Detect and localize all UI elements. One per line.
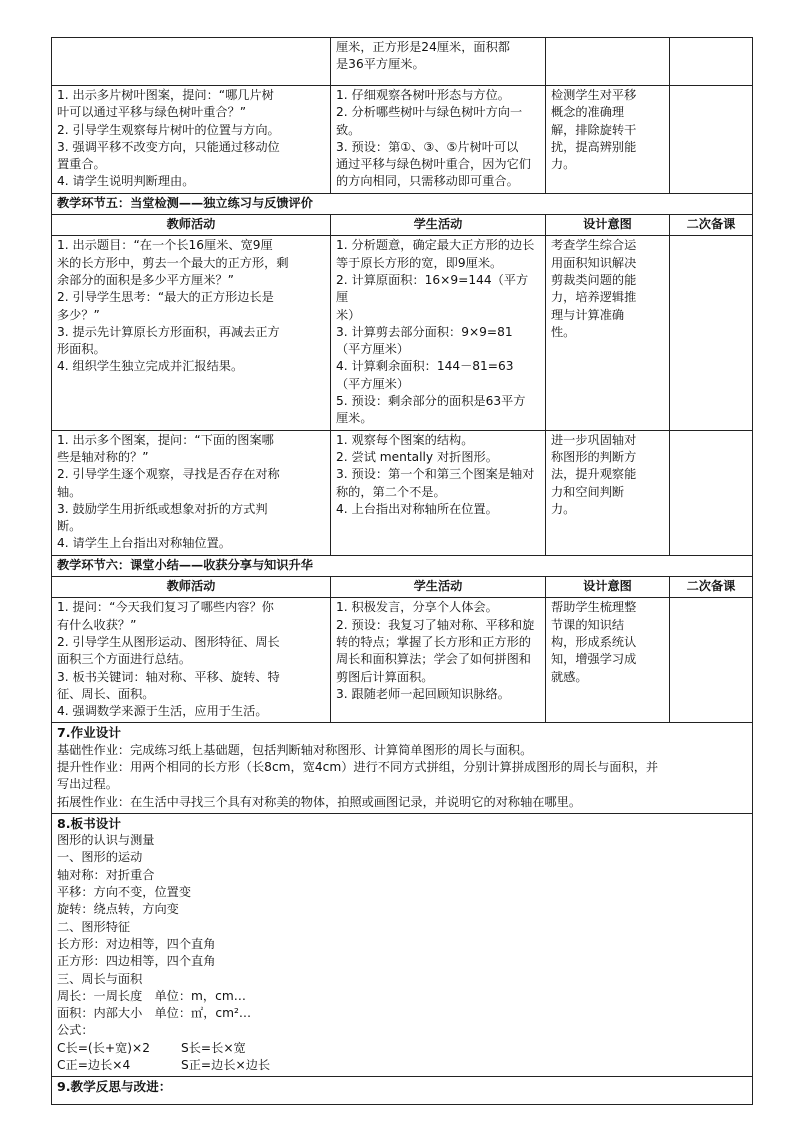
board-design-title: 8.板书设计 [57,815,121,831]
text-line: 2. 尝试 mentally 对折图形。 [336,449,498,464]
text-line: 3. 预设：第一个和第三个图案是轴对 [336,467,535,482]
text-line: 旋转：绕点转，方向变 [57,902,179,917]
text-line: 节课的知识结 [551,617,625,632]
text-line: 进一步巩固轴对 [551,432,637,447]
text-line: 写出过程。 [57,777,118,792]
homework-row [52,723,753,813]
text-line: 5. 预设：剩余部分的面积是63平方 [336,394,526,409]
text-line: 4. 组织学生独立完成并汇报结果。 [57,359,244,374]
text-line: 就感。 [551,669,588,684]
text-line: 3. 鼓励学生用折纸或想象对折的方式判 [57,501,268,516]
text-line: 叶可以通过平移与绿色树叶重合？” [57,105,247,120]
text-line: 剪裁类问题的能 [551,272,637,287]
header-row [52,577,753,598]
text-line: 4. 上台指出对称轴所在位置。 [336,501,498,516]
second-preparation-cell [670,598,753,723]
text-line: 2. 引导学生观察每片树叶的位置与方向。 [57,122,280,137]
text-line: 多少？” [57,307,100,322]
lesson-plan-table [51,37,753,1105]
header-second-preparation: 二次备课 [670,215,753,236]
section-row [52,555,753,576]
second-preparation-cell [670,86,753,194]
square-area-formula: S正=边长×边长 [181,1058,271,1073]
header-second-preparation: 二次备课 [670,577,753,598]
teacher-activity-cell [52,430,331,555]
text-line: 厘米，正方形是24厘米，面积都 [336,40,510,54]
text-line: 提升性作业：用两个相同的长方形（长8cm，宽4cm）进行不同方式拼组，分别计算拼成图形的周长与面积，并 [57,759,659,774]
text-line: 概念的准确理 [551,105,625,120]
text-line: 2. 引导学生从图形运动、图形特征、周长 [57,634,280,649]
text-line: 的方向相同，只需移动即可重合。 [336,174,519,189]
text-line: 面积：内部大小 单位：㎡，cm²… [57,1006,252,1021]
text-line: 二、图形特征 [57,919,131,934]
design-intent-cell [546,430,670,555]
text-line: 通过平移与绿色树叶重合，因为它们 [336,157,531,172]
text-line: 力，培养逻辑推 [551,290,637,305]
homework-section [52,723,753,813]
homework-title: 7.作业设计 [57,725,121,741]
text-line: 1. 出示题目：“在一个长16厘米、宽9厘 [57,238,273,253]
text-line: 正方形：四边相等，四个直角 [57,954,216,969]
table-row [52,430,753,555]
text-line: 剪图后计算面积。 [336,669,434,684]
design-intent-cell [546,86,670,194]
text-line: 征、周长、面积。 [57,686,155,701]
text-line: 周长：一周长度 单位：m，cm… [57,988,246,1003]
header-row [52,215,753,236]
text-line: 面积三个方面进行总结。 [57,652,192,667]
square-perimeter-formula: C正=边长×4 [57,1058,131,1073]
student-activity-cell [331,236,546,430]
text-line: 轴。 [57,484,82,499]
text-line: 知，增强学习成 [551,652,637,667]
text-line: 形面积。 [57,342,106,357]
text-line: 等于原长方形的宽，即9厘米。 [336,255,503,270]
text-line: 称的，第二个不是。 [336,484,446,499]
teacher-activity-cell [52,38,331,86]
text-line: 2. 分析哪些树叶与绿色树叶方向一 [336,105,523,120]
rectangle-area-formula: S长=长×宽 [181,1040,246,1055]
text-line: 称图形的判断方 [551,449,637,464]
table-row [52,86,753,194]
text-line: 厘米。 [336,411,373,426]
header-design-intent: 设计意图 [546,215,670,236]
text-line: 4. 请学生说明判断理由。 [57,174,195,189]
text-line: 力。 [551,157,576,172]
header-student-activity: 学生活动 [331,215,546,236]
stage-six-title: 教学环节六：课堂小结——收获分享与知识升华 [52,555,753,576]
text-line: 基础性作业：完成练习纸上基础题，包括判断轴对称图形、计算简单图形的周长与面积。 [57,742,533,757]
text-line: 余部分的面积是多少平方厘米？” [57,272,234,287]
teacher-activity-cell [52,598,331,723]
text-line: 检测学生对平移 [551,88,637,102]
second-preparation-cell [670,430,753,555]
text-line: 性。 [551,324,576,339]
text-line: 三、周长与面积 [57,971,143,986]
text-line: 2. 引导学生思考：“最大的正方形边长是 [57,290,274,305]
text-line: 轴对称：对折重合 [57,867,155,882]
text-line: 构，形成系统认 [551,634,637,649]
section-row [52,193,753,214]
stage-five-title: 教学环节五：当堂检测——独立练习与反馈评价 [52,193,753,214]
text-line: 力。 [551,501,576,516]
text-line: 扰，提高辨别能 [551,139,637,154]
text-line: 公式： [57,1023,94,1038]
text-line: 1. 仔细观察各树叶形态与方位。 [336,88,510,102]
header-student-activity: 学生活动 [331,577,546,598]
text-line: 转的特点；掌握了长方形和正方形的 [336,634,531,649]
design-intent-cell [546,236,670,430]
text-line: 3. 跟随老师一起回顾知识脉络。 [336,686,510,701]
homework-lines [57,742,747,811]
text-line: 3. 提示先计算原长方形面积，再减去正方 [57,324,280,339]
table-row [52,598,753,723]
text-line: （平方厘米） [336,342,410,357]
reflection-row [52,1077,753,1105]
text-line: 理与计算准确 [551,307,625,322]
student-activity-cell [331,38,546,86]
rectangle-perimeter-formula: C长=(长+宽)×2 [57,1040,150,1055]
text-line: 帮助学生梳理整 [551,600,637,615]
header-design-intent: 设计意图 [546,577,670,598]
header-teacher-activity: 教师活动 [52,577,331,598]
text-line: 3. 预设：第①、③、⑤片树叶可以 [336,139,519,154]
text-line: 4. 强调数学来源于生活，应用于生活。 [57,704,268,719]
text-line: 1. 观察每个图案的结构。 [336,432,474,447]
text-line: 3. 强调平移不改变方向，只能通过移动位 [57,139,280,154]
text-line: 1. 出示多片树叶图案，提问：“哪几片树 [57,88,274,102]
formula-line [57,1040,747,1057]
teacher-activity-cell [52,236,331,430]
second-preparation-cell [670,236,753,430]
reflection-title: 9.教学反思与改进： [57,1079,172,1095]
text-line: 2. 计算原面积：16×9=144（平方厘 [336,272,529,305]
student-activity-cell [331,598,546,723]
text-line: 长方形：对边相等，四个直角 [57,936,216,951]
table-row [52,236,753,430]
second-preparation-cell [670,38,753,86]
text-line: 1. 积极发言，分享个人体会。 [336,600,498,615]
text-line: 有什么收获？” [57,617,137,632]
student-activity-cell [331,86,546,194]
text-line: 4. 计算剩余面积：144－81=63 [336,359,514,374]
board-lines [57,832,747,1040]
header-teacher-activity: 教师活动 [52,215,331,236]
text-line: 1. 提问：“今天我们复习了哪些内容？你 [57,600,274,615]
text-line: 拓展性作业：在生活中寻找三个具有对称美的物体，拍照或画图记录，并说明它的对称轴在哪里。 [57,794,582,809]
text-line: 力和空间判断 [551,484,625,499]
student-activity-cell [331,430,546,555]
board-row [52,813,753,1076]
text-line: 1. 分析题意，确定最大正方形的边长 [336,238,535,253]
text-line: 一、图形的运动 [57,850,143,865]
reflection-section [52,1077,753,1105]
text-line: 米） [336,307,361,322]
text-line: 图形的认识与测量 [57,833,155,848]
text-line: 是36平方厘米。 [336,57,425,72]
table-row [52,38,753,86]
design-intent-cell [546,598,670,723]
text-line: 米的长方形中，剪去一个最大的正方形，剩 [57,255,289,270]
text-line: 平移：方向不变，位置变 [57,885,192,900]
formula-line [57,1057,747,1074]
teacher-activity-cell [52,86,331,194]
text-line: 2. 预设：我复习了轴对称、平移和旋 [336,617,535,632]
text-line: 法，提升观察能 [551,467,637,482]
text-line: 置重合。 [57,157,106,172]
board-design-section [52,813,753,1076]
text-line: 周长和面积算法；学会了如何拼图和 [336,652,531,667]
text-line: 解，排除旋转干 [551,122,637,137]
text-line: 用面积知识解决 [551,255,637,270]
text-line: 1. 出示多个图案，提问：“下面的图案哪 [57,432,274,447]
text-line: 3. 计算剪去部分面积：9×9=81 [336,324,513,339]
text-line: 断。 [57,519,82,534]
text-line: 4. 请学生上台指出对称轴位置。 [57,536,231,551]
text-line: 3. 板书关键词：轴对称、平移、旋转、特 [57,669,280,684]
text-line: 2. 引导学生逐个观察，寻找是否存在对称 [57,467,280,482]
text-line: 考查学生综合运 [551,238,637,253]
design-intent-cell [546,38,670,86]
text-line: （平方厘米） [336,376,410,391]
text-line: 致。 [336,122,361,137]
text-line: 些是轴对称的？” [57,449,149,464]
